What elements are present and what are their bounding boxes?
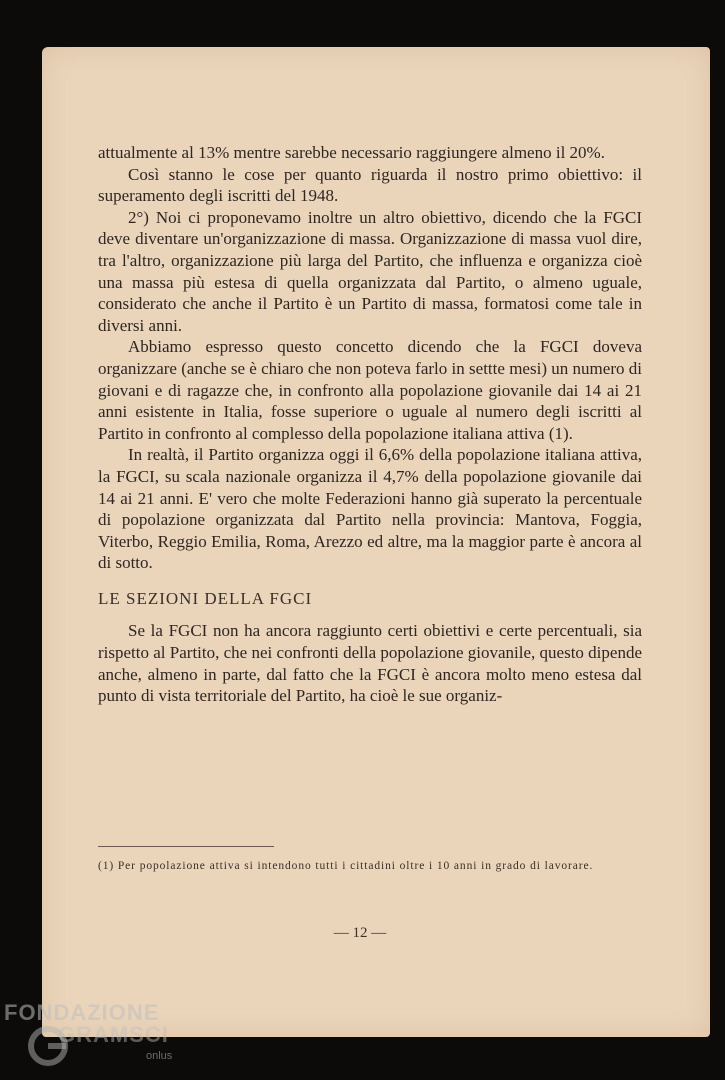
paragraph: In realtà, il Partito organizza oggi il 6,6% della popolazione italiana attiva, la FGCI, su scala nazionale organizza il 4,7% della popolazione giovanile dai 14 ai 21 anni. E' vero che molte Federazioni hanno già superato la percentuale di popolazione organizzata dal Partito nella provincia: Mantova, Foggia, Viterbo, Reggio Emilia, Roma, Arezzo ed altre, ma la maggior parte è ancora al di sotto.	[98, 445, 642, 573]
paragraph: 2°) Noi ci proponevamo inoltre un altro obiettivo, dicendo che la FGCI deve diventare un'organizzazione di massa. Organizzazione di massa vuol dire, tra l'altro, organizzazione più larga del Partito, che influenza e organizza cioè una massa più estesa di quella organizzata dal Partito, o almeno uguale, considerato che anche il Partito è un Partito di massa, formatosi come tale in diversi anni.	[98, 207, 642, 335]
paragraph: Abbiamo espresso questo concetto dicendo che la FGCI doveva organizzare (anche se è chiaro che non poteva farlo in settte mesi) un numero di giovani e di ragazze che, in confronto alla popolazione giovanile dai 14 ai 21 anni esistente in Italia, fosse superiore o uguale al numero degli iscritti al Partito in confronto al complesso della popolazione italiana attiva (1).	[98, 337, 642, 443]
watermark-line2: GRAMSCI	[58, 1022, 169, 1047]
paragraph: Così stanno le cose per quanto riguarda il nostro primo obiettivo: il superamento degli iscritti del 1948.	[98, 164, 642, 206]
footnote-divider	[98, 846, 274, 847]
section-heading: LE SEZIONI DELLA FGCI	[98, 588, 313, 608]
paragraph: attualmente al 13% mentre sarebbe necessario raggiungere almeno il 20%.	[98, 143, 605, 162]
footnote: (1) Per popolazione attiva si intendono tutti i cittadini oltre i 10 anni in grado di lavorare.	[98, 860, 594, 872]
watermark-logo	[0, 1000, 190, 1070]
watermark-suffix: onlus	[146, 1050, 173, 1062]
paragraph: Se la FGCI non ha ancora raggiunto certi obiettivi e certe percentuali, sia rispetto al Partito, che nei confronti della popolazione giovanile, questo dipende anche, almeno in parte, dal fatto che la FGCI è ancora molto meno estesa dal punto di vista territoriale del Partito, ha cioè le sue organiz-	[98, 621, 642, 706]
body-text	[98, 142, 642, 707]
page-number: — 12 —	[333, 925, 387, 941]
watermark-line1: FONDAZIONE	[4, 1000, 160, 1025]
